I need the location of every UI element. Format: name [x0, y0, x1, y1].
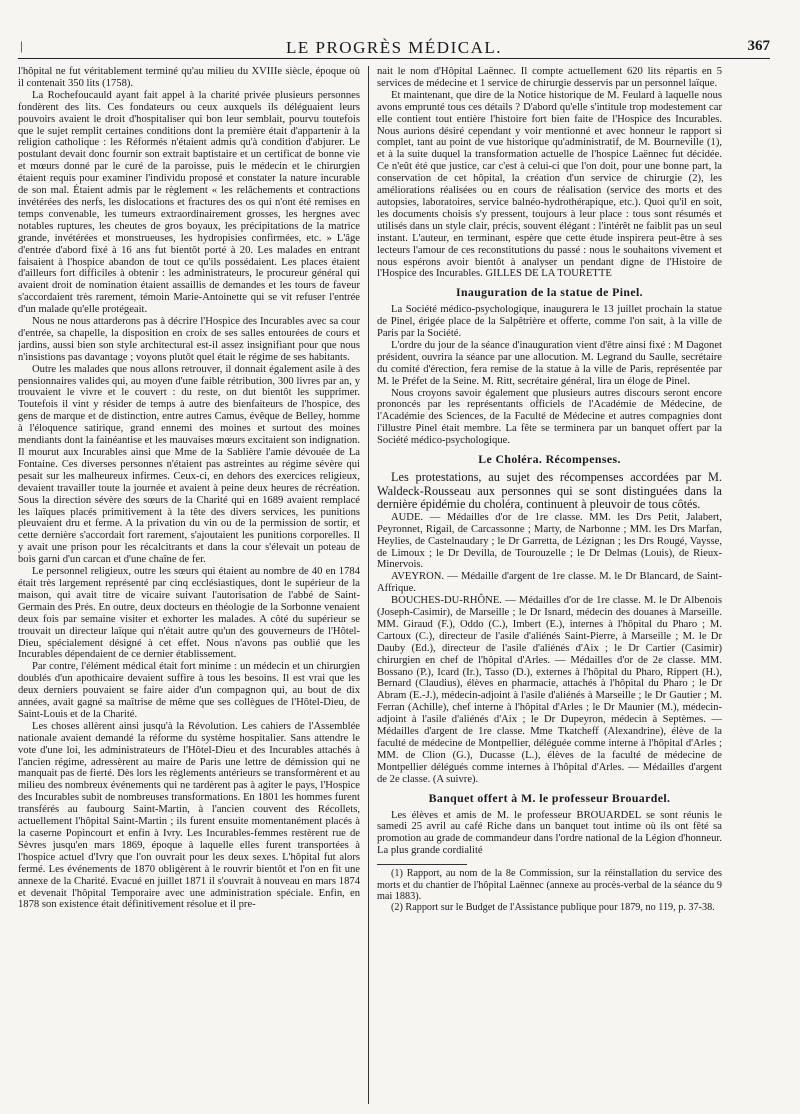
section-title-cholera: Le Choléra. Récompenses.	[478, 452, 621, 467]
paragraph: Nous ne nous attarderons pas à décrire l'Hospice des Incurables avec sa cour d'entrée, sa chapelle, la disposition en croix de ses salles entourées de cours et jardins, aussi bien son style architectural est-il assez insignifiant pour que nous n'insistions pas davantage ; voyons plutôt quel était le régime de ses habitants.	[18, 316, 360, 363]
journal-title: LE PROGRÈS MÉDICAL.	[286, 38, 502, 57]
paragraph: nait le nom d'Hôpital Laënnec. Il compte actuellement 620 lits répartis en 5 services de médecine et 1 service de chirurgie desservis par un personnel laïque.	[377, 66, 722, 89]
paragraph: Les élèves et amis de M. le professeur BROUARDEL se sont réunis le samedi 25 avril au café Riche dans un banquet tout intime où ils ont fêté sa promotion au grade de commandeur dans l'ordre national de la Légion d'honneur. La plus grande cordialité	[377, 809, 722, 857]
footnote: (2) Rapport sur le Budget de l'Assistance publique pour 1879, no 119, p. 37-38.	[391, 902, 715, 914]
page-header	[18, 38, 770, 59]
paragraph: L'ordre du jour de la séance d'inauguration vient d'être ainsi fixé : M Dagonet président, ouvrira la séance par une allocution. M. Legrand du Saulle, secrétaire du comité d'érection, fera remise de la statue à la ville de Paris, représentée par M. le Préfet de la Seine. M. Ritt, secrétaire général, lira un éloge de Pinel.	[377, 339, 722, 387]
paragraph: AUDE. — Médailles d'or de 1re classe. MM. les Drs Petit, Jalabert, Peyronnet, Rigail, de Carcassonne ; Marty, de Narbonne ; MM. les Drs Marfan, Heylies, de Castelnaudary ; le Dr Garretta, de Lézignan ; les Drs Rougé, Vaysse, de Limoux ; le Dr Devilla, de Tourouzelle ; le Dr Delmas (Louis), de Rieux-Minervois.	[377, 511, 722, 571]
page-number: 367	[747, 38, 770, 54]
paragraph: Le personnel religieux, outre les sœurs qui étaient au nombre de 40 en 1784 était très largement représenté par cinq ecclésiastiques, dont le supérieur de la maison, qui avait titre de vicaire suivant l'autorisation de l'abbé de Saint-Germain des Prés. En outre, deux docteurs en théologie de la Sorbonne venaient deux fois par semaine visiter et exhorter les malades. A côté du supérieur se trouvait un directeur laïque qui n'était autre qu'un des gouverneurs de l'Hôtel-Dieu, spécialement désigné à cet effet. Nous n'avons pas oublié que les Incurables dépendaient de ce dernier établissement.	[18, 566, 360, 661]
footnotes	[377, 868, 722, 914]
paragraph: AVEYRON. — Médaille d'argent de 1re classe. M. le Dr Blancard, de Saint-Affrique.	[377, 571, 722, 595]
section-title-pinel: Inauguration de la statue de Pinel.	[455, 285, 644, 300]
paragraph: Et maintenant, que dire de la Notice historique de M. Feulard à laquelle nous avons emprunté tous ces détails ? D'abord qu'elle s'intitule trop modestement car elle contient tout entière l'histoire fort bien faite de l'Hospice des Incurables. Nous aurions désiré cependant y voir mentionné et avec honneur le rapport si complet, tant au point de vue historique qu'administratif, de M. Bourneville (1), et à la suite duquel la transformation actuelle de l'hospice Laënnec fut décidée. Ce n'eût été que justice, car c'est à celui-ci que l'on doit, pour une bonne part, la conservation de cet hôpital, la création d'un service de chirurgie (2), les améliorations réalisées ou en cours de réalisation (service des morts et des autopsies, laboratoires, service balnéo-hydrothérapique, etc.). Quoi qu'il en soit, les documents choisis s'y pressent, toujours à leur place : tous sont résumés et utilisés dans un style clair, précis, souvent élégant : l'intérêt ne faiblit pas un seul instant. L'auteur, en terminant, espère que cette étude inspirera peut-être à ses lecteurs l'amour de ces reconstitutions du passé : nous le souhaitons vivement et nous espérons avoir bientôt à analyser un pendant digne de l'Histoire de l'Hospice des Incurables. GILLES DE LA TOURETTE	[377, 89, 722, 280]
lead-paragraph: Les protestations, au sujet des récompenses accordées par M. Waldeck-Rousseau aux personnes qui se sont distinguées dans la dernière épidémie du choléra, continuent à pleuvoir de tous côtés.	[377, 470, 722, 512]
left-column	[18, 66, 360, 1102]
footnote-rule	[377, 864, 467, 865]
paragraph: Nous croyons savoir également que plusieurs autres discours seront encore prononcés par les représentants officiels de l'Académie de Médecine, de l'Académie des Sciences, de la Faculté de Médecine et autres compagnies dont l'illustre Pinel était membre. La fête se terminera par un banquet offert par la Société médico-psychologique.	[377, 387, 722, 447]
paragraph: La Société médico-psychologique, inaugurera le 13 juillet prochain la statue de Pinel, érigée place de la Salpêtrière et offerte, comme l'on sait, à la ville de Paris par la Société.	[377, 304, 722, 340]
right-column	[377, 66, 722, 1102]
column-divider	[368, 66, 369, 1104]
paragraph: BOUCHES-DU-RHÔNE. — Médailles d'or de 1re classe. M. le Dr Albenois (Joseph-Casimir), de Marseille ; le Dr Isnard, médecin des douanes à Marseille. MM. Giraud (F.), Oddo (C.), Imbert (E.), internes à l'hôpital du Pharo ; M. Cartoux (C.), directeur de l'asile d'aliénés Saint-Pierre, à Marseille ; M. le Dr Dauby (Ed.), directeur de l'asile d'aliénés d'Aix ; le Dr Cartier (Casimir) chirurgien en chef de l'hôpital d'Arles. — Médailles d'or de 2e classe. MM. Bossano (P.), Icard (Ir.), Tasso (D.), externes à l'hôpital du Pharo, Rippert (H.), Bernard (Claudius), élèves en pharmacie, attachés à l'hôpital du Pharo ; le Dr Abram (E.-J.), médecin-adjoint à l'asile d'aliénés à Marseille ; le Dr Gautier ; M. Ferran (Achille), chef interne à l'hôpital d'Arles ; le Dr Maunier (M.), médecin-adjoint à l'asile d'aliénés d'Aix ; le Dr Dupeyron, médecin à Septèmes. — Médailles d'argent de 1re classe. Mme Tkatcheff (Alexandrine), élève de la faculté de médecine de Montpellier, déléguée comme interne à l'hôpital d'Arles ; MM. de Clion (G.), Ducasse (L.), élèves de la faculté de médecine de Montpellier délégués comme internes à l'hôpital d'Arles. — Médailles d'argent de 2e classe. (A suivre).	[377, 595, 722, 785]
paragraph: La Rochefoucauld ayant fait appel à la charité privée plusieurs personnes fondèrent des lits. Ces fondateurs ou ceux auxquels ils déléguaient leurs pouvoirs avaient le droit d'hospitaliser qui bon leur semblait, pourvu toutefois que le sujet remplit certaines conditions dont la première était d'appartenir à la religion catholique : les Réformés n'étaient admis qu'à condition d'abjurer. Le postulant devait donc fournir son extrait baptistaire et un certificat de bonne vie et mœurs donné par le curé de la paroisse, puis le médecin et le chirurgien étaient requis pour examiner l'individu proposé et constater la nature incurable de son mal. Étaient admis par le règlement « les relâchements et contractions invétérées des nerfs, les dislocations et fractures des os qui n'ont été remises en temps convenable, les tumeurs extraordinairement grosses, les hergnes avec notables ruptures, les cheutes de gros boyaux, les précipitations de la matrice grande, invétérées et monstrueuses, les hydropisies confirmées, etc. » L'âge d'entrée d'abord fixé à 16 ans fut bientôt porté à 20. Les malades en entrant faisaient à l'hospice abandon de tout ce qu'ils possédaient. Les places étaient d'ailleurs fort difficiles à obtenir : les administrateurs, le procureur général qui avaient droit de nomination étaient assaillis de demandes et les tours de faveur s'accordaient très rarement, témoin Marie-Antoinette qui se vit refuser l'entrée d'un malade qu'elle protégeait.	[18, 89, 360, 316]
paragraph: Par contre, l'élément médical était fort minime : un médecin et un chirurgien doublés d'un apothicaire devaient suffire à tous les besoins. Il est vrai que les deux derniers pouvaient se faire aider d'un compagnon qui, au bout de dix années, avait gagné sa maîtrise de même que ses collègues de l'Hôtel-Dieu, de Saint-Louis et de la Charité.	[18, 661, 360, 720]
section-title-banquet: Banquet offert à M. le professeur Brouardel.	[428, 790, 671, 805]
footnote: (1) Rapport, au nom de la 8e Commission, sur la réinstallation du service des morts et du chantier de l'hôpital Laënnec (annexe au procès-verbal de la séance du 9 mai 1883).	[377, 868, 722, 902]
header-left-mark: |	[20, 38, 23, 53]
paragraph: Outre les malades que nous allons retrouver, il donnait également asile à des pensionnaires valides qui, au moyen d'une faible rétribution, 300 livres par an, y trouvaient le vivre et le couvert : du reste, on dut bientôt les supprimer. Toutefois il vint y résider de temps à autre des bienfaiteurs de l'hospice, des gens de marque et de distinction, entre autres Camus, évêque de Belley, homme à l'éloquence satirique, grand ennemi des moines et surtout des moines mendiants dont la fainéantise et les mauvaises mœurs excitaient son indignation. Il mourut aux Incurables ainsi que Mme de la Sablière l'amie dévouée de La Fontaine. Ces diverses personnes n'étaient pas astreintes au régime sévère qui pesait sur les malheureux infirmes. Ceux-ci, en dehors des exercices religieux, devaient travailler toute la journée et avaient à peine deux heures de récréation. Sous la direction sévère des sœurs de la Charité qui en 1689 avaient remplacé les laïques placés primitivement à la tête des divers services, les punitions pleuvaient dru et ferme. A la privation du vin ou de la permission de sortir, et cette dernière s'accordait fort rarement, s'ajoutaient les punitions corporelles. Il y avait une prison pour les récalcitrants et dans la cour s'élevait un poteau de bois garni d'un carcan et d'une chaîne de fer.	[18, 363, 360, 566]
paragraph: Les choses allèrent ainsi jusqu'à la Révolution. Les cahiers de l'Assemblée nationale avaient demandé la réforme du système hospitalier. Sans attendre le vote d'une loi, les administrateurs de l'Hôtel-Dieu et des Incurables attachés à l'ancien régime, adressèrent au maire de Paris une lettre de démission qui ne manquait pas de fierté. Dès lors les règlements antérieurs se transformèrent et au milieu des nombreux événements qui ne tardèrent pas à agiter le pays, l'Hospice des Incurables subit de nombreuses transformations. En 1801 les hommes furent transférés au faubourg Saint-Martin, à l'ancien couvent des Récollets, actuellement l'hôpital Saint-Martin ; ils furent ensuite momentanément placés à la caserne Popincourt et enfin à Ivry. Les Incurables-femmes restèrent rue de Sèvres jusqu'en mars 1869, époque à laquelle elles furent transportées à l'hospice actuel d'Ivry que l'on ouvrait pour les deux sexes. L'hôpital fut alors fermé. Les événements de 1870 obligèrent à le rouvrir bientôt et l'on en fit une annexe de la Charité. Evacué en juillet 1871 il s'ouvrait à nouveau en mars 1874 et devenait l'hôpital Temporaire avec une administration spéciale. Enfin, en 1878 son existence était définitivement résolue et il pre-	[18, 720, 360, 911]
paragraph: l'hôpital ne fut véritablement terminé qu'au milieu du XVIIIe siècle, époque où il contenait 350 lits (1758).	[18, 66, 360, 89]
